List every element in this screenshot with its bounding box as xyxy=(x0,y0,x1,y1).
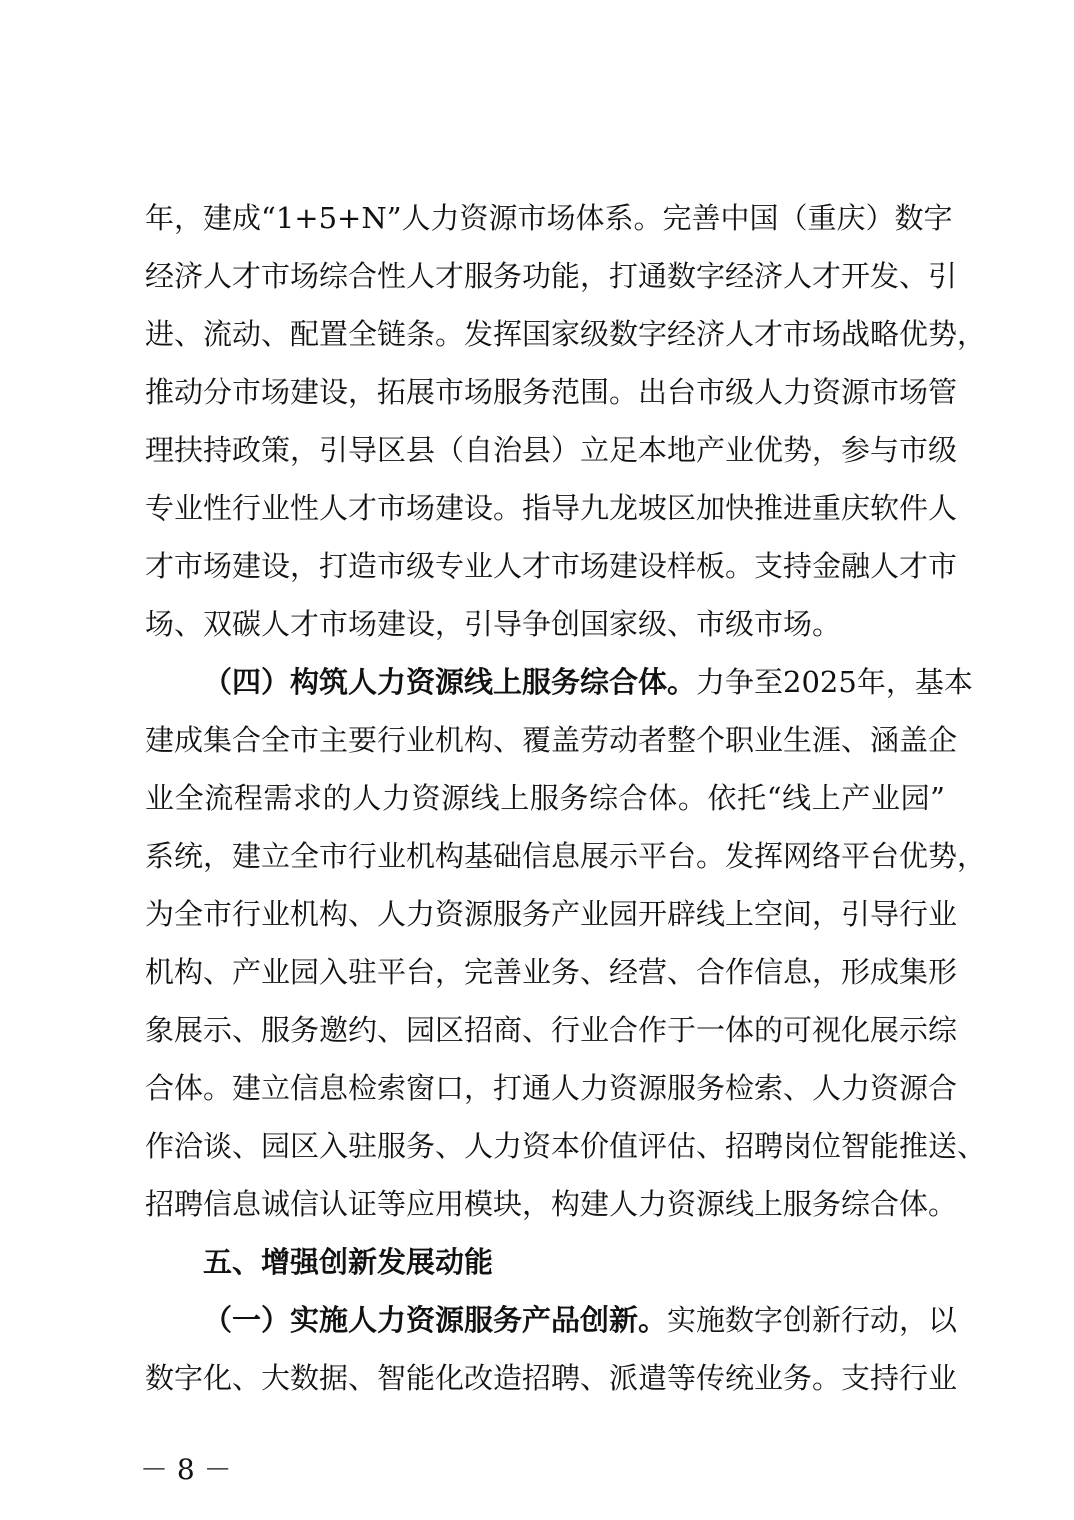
paragraph-4-lead: 力争至2025年，基本 xyxy=(696,665,973,699)
page-number: － 8 － xyxy=(140,1453,232,1486)
paragraph-4-first-line xyxy=(203,662,973,702)
body-line: 专业性行业性人才市场建设。指导九龙坡区加快推进重庆软件人 xyxy=(145,491,958,525)
body-line: 经济人才市场综合性人才服务功能，打通数字经济人才开发、引 xyxy=(145,259,958,293)
body-line: 机构、产业园入驻平台，完善业务、经营、合作信息，形成集形 xyxy=(145,955,958,989)
body-line: 理扶持政策，引导区县（自治县）立足本地产业优势，参与市级 xyxy=(145,433,958,467)
paragraph-4-heading: （四）构筑人力资源线上服务综合体。 xyxy=(203,665,697,699)
body-line: 进、流动、配置全链条。发挥国家级数字经济人才市场战略优势， xyxy=(145,317,987,351)
body-line: 招聘信息诚信认证等应用模块，构建人力资源线上服务综合体。 xyxy=(145,1187,958,1221)
body-line: 推动分市场建设，拓展市场服务范围。出台市级人力资源市场管 xyxy=(145,375,958,409)
body-line: 场、双碳人才市场建设，引导争创国家级、市级市场。 xyxy=(145,607,842,641)
body-line: 业全流程需求的人力资源线上服务综合体。依托“线上产业园” xyxy=(145,781,945,815)
body-line: 为全市行业机构、人力资源服务产业园开辟线上空间，引导行业 xyxy=(145,897,958,931)
body-line: 数字化、大数据、智能化改造招聘、派遣等传统业务。支持行业 xyxy=(145,1361,958,1395)
paragraph-5-1-lead: 实施数字创新行动，以 xyxy=(667,1303,958,1337)
body-line: 才市场建设，打造市级专业人才市场建设样板。支持金融人才市 xyxy=(145,549,958,583)
body-line: 作洽谈、园区入驻服务、人力资本价值评估、招聘岗位智能推送、 xyxy=(145,1129,987,1163)
body-line: 合体。建立信息检索窗口，打通人力资源服务检索、人力资源合 xyxy=(145,1071,958,1105)
body-line: 建成集合全市主要行业机构、覆盖劳动者整个职业生涯、涵盖企 xyxy=(145,723,958,757)
body-line: 年，建成“1+5+N”人力资源市场体系。完善中国（重庆）数字 xyxy=(145,201,953,235)
body-line: 象展示、服务邀约、园区招商、行业合作于一体的可视化展示综 xyxy=(145,1013,958,1047)
body-line: 系统，建立全市行业机构基础信息展示平台。发挥网络平台优势， xyxy=(145,839,987,873)
paragraph-5-1-heading: （一）实施人力资源服务产品创新。 xyxy=(203,1303,668,1337)
section-5-title: 五、增强创新发展动能 xyxy=(203,1245,494,1279)
paragraph-5-1-first-line xyxy=(203,1300,958,1340)
